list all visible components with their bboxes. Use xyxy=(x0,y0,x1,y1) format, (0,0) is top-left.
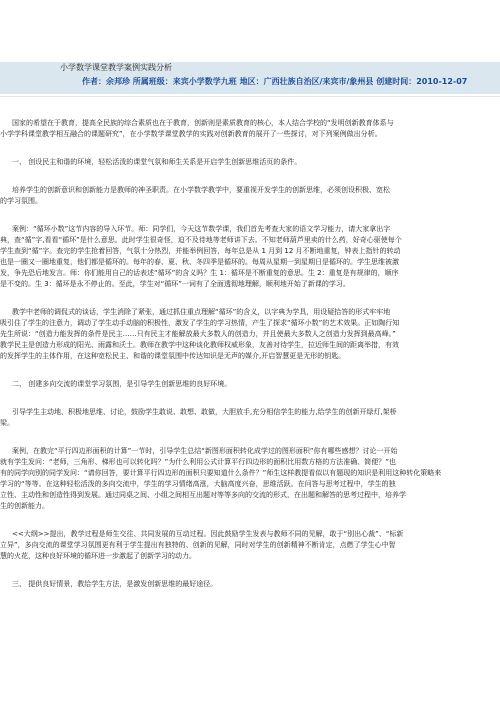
paragraph-line: 学习的“等等。在这种轻松活泼的多向交流中，学生的学习情绪高涨，大脑高度兴奋，思维活跃。在问答与思考过程中，学生的独 xyxy=(0,480,396,488)
divider xyxy=(0,96,500,97)
section-heading xyxy=(0,579,500,590)
paragraph xyxy=(0,407,500,429)
paragraph-line: 一、 创设民主和谐的环境，轻松活泼的课堂气氛和师生关系是开启学生创新思维活页的条件。 xyxy=(12,158,302,166)
paragraph-line: 吸引住了学生的注意力，调动了学生动手动脑的积极性，激发了学生的学习热情，产生了探求“循环小数”的艺术效果。正如陶行知 xyxy=(0,319,400,327)
paragraph-line: <<大纲>>提出，教学过程是师生交往、共同发展的互动过程。因此鼓励学生发表与教师不同的见解，敢于“别出心裁”、“标新 xyxy=(12,530,404,538)
paragraph xyxy=(0,307,500,362)
paragraph-line: 也是一圈又一圈地重复，他们都是循环的。每年的春、夏、秋、冬四季是循环的。每周从星期一到星期日是循环的。学生思维被激 xyxy=(0,258,399,266)
page-title: 小学数学课堂教学案例实践分析 xyxy=(60,63,172,72)
paragraph-line: 引导学生主动地、积极地思维、讨论，鼓励学生敢说、敢想、敢做，大胆放手,充分相信学生的能力,给学生的创新开绿灯,架桥 xyxy=(12,408,397,416)
paragraph-line: 梁。 xyxy=(0,419,14,427)
paragraph xyxy=(0,529,500,562)
paragraph-line: 培养学生的创新意识和创新能力是教师的神圣职责。在小学数学教学中，要重视开发学生的创新思维，必须创设积极、宽松 xyxy=(12,186,390,194)
paragraph xyxy=(0,185,500,207)
paragraph-line: 二、 创建多向交流的课堂学习氛围，是引导学生创新思维的良好环境。 xyxy=(12,380,232,388)
paragraph-line: 案例：“循环小数”这节内容的导入环节。师：同学们，今天这节数学课，我们首先考查大家的语文学习能力，请大家拿出字 xyxy=(12,225,391,233)
paragraph-line: 的学习氛围。 xyxy=(0,197,42,205)
section-heading xyxy=(0,157,500,168)
paragraph-line: 的发挥学生的主体作用，在这种宽松民主、和谐的课堂氛围中传达知识是无声的媒介,开启智慧更是无形的钥匙。 xyxy=(0,352,346,360)
paragraph-line: 三、 提供良好情景，教给学生方法，是激发创新思维的最好途径。 xyxy=(12,580,218,588)
document-body xyxy=(0,118,500,607)
paragraph-line: 发，争先恐后地发言。师：你们能用自己的话表述“循环”的含义吗？生 1：循环是不断重复的意思。生 2：重复是有规律的，顺序 xyxy=(0,269,399,277)
paragraph-line: 教学民主是创造力形成的阳光、雨露和沃土。教师在教学中这种谈化教师权威形象，友善对待学生，拉近师生间的距离举措，有效 xyxy=(0,341,399,349)
paragraph-line: 教学中老师的调侃式的谈话，学生消除了紧张，通过抓住重点理解“循环”的含义，以字典为学具，用设疑拾答的形式牢牢地 xyxy=(12,308,391,316)
paragraph-line: 慧的火花，这种良好环境的循环进一步激起了创新学习的动力。 xyxy=(0,552,196,560)
paragraph-line: 国家的希望在于教育，提高全民族的综合素质也在于教育，创新则是素质教育的核心，本人结合学校的“发明创新教育体系与 xyxy=(12,119,394,127)
section-heading xyxy=(0,379,500,390)
paragraph-line: 是不变的。生 3：循环是永不停止的。至此，学生对“循环”一词有了全面透彻地理解，顺利地开始了新课的学习。 xyxy=(0,280,350,288)
paragraph xyxy=(0,118,500,140)
paragraph xyxy=(0,224,500,290)
paragraph-line: 立性、主动性和创造性得到发展。通过同桌之间、小组之间相互出题对等等多向的交流的形式，在出题和解答的思考过程中，培养学 xyxy=(0,491,406,499)
paragraph-line: 有的同学向别的同学发问：“请你回答，要计算平行四边形的面积只要知道什么条件？”师生这样教提看似以有题现的知识是利用这种转化策略来 xyxy=(0,469,442,477)
paragraph-line: 学生查到“循”字。查完的学生抢着回答，气氛十分热烈，并能举例回答，每年总是从 1 月到 12 月不断地重复，钟表上指针的转动 xyxy=(0,247,401,255)
paragraph-line: 生的创新能力。 xyxy=(0,502,49,510)
paragraph-line: 小学学科课堂教学相互融合的课题研究”，在小学数学课堂教学的实践对创新教育的展开了一些探讨，对下列案例做出分析。 xyxy=(0,130,382,138)
paragraph-line: 立异”，多向交流的课堂学习氛围更有利于学生提出有独特的、创新的见解，同时对学生的创新精神不断肯定，点燃了学生心中智 xyxy=(0,541,396,549)
paragraph-line: 案例，在教完“平行四边形面积的计算”一节时，引导学生总结“新图形面积转化成学过的图形面积”你有哪些感想？讨论一开始 xyxy=(12,447,398,455)
paragraph xyxy=(0,446,500,512)
meta-line: 作者：余邦珍 所属班级：来宾小学数学九班 地区：广西壮族自治区/来宾市/象州县 创建时间：2010-12-07 xyxy=(82,77,468,86)
paragraph-line: 典，查“循”字,看看“循环”是什么意思。此时学生很奇怪，迫不及待地等老师讲下去。不知老师葫芦里卖的什么药，好奇心驱使每个 xyxy=(0,236,402,244)
paragraph-line: 先生所说：“创造力能发挥的条件是民主……只有民主才能解放最大多数人的创造力，并且使最大多数人之创造力发挥到最高峰。” xyxy=(0,330,396,338)
paragraph-line: 就有学生发问：“老师，三角形、梯形也可以转化吗？”为什么利用公式计算平行四边形的面积比用数方格的方法准确、简便？”也 xyxy=(0,458,396,466)
